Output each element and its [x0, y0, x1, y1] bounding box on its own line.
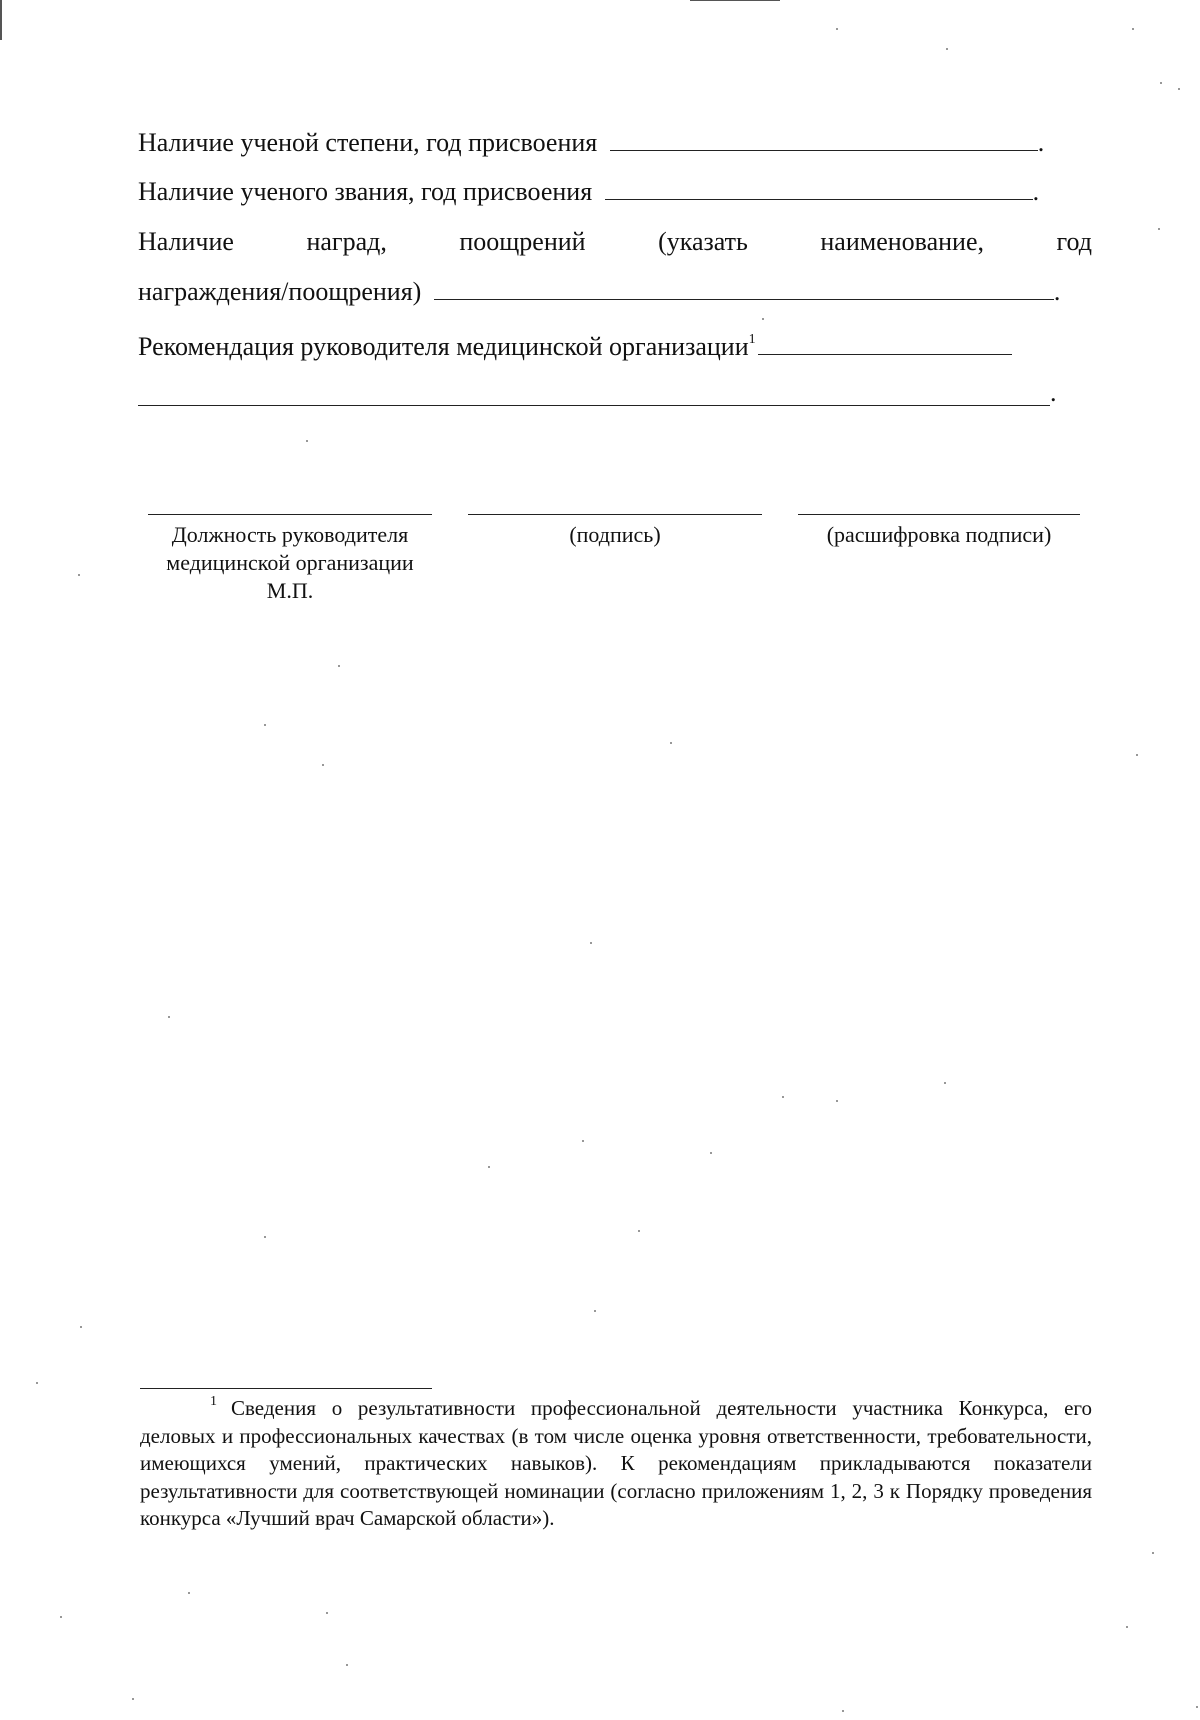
scan-speck — [1152, 1552, 1154, 1554]
scan-speck — [944, 1082, 946, 1084]
recommendation-label: Рекомендация руководителя медицинской организации — [138, 332, 749, 361]
scan-speck — [1136, 754, 1138, 756]
awards-word: год — [1056, 227, 1092, 256]
scan-speck — [1196, 1706, 1198, 1708]
title-row — [138, 177, 1039, 207]
degree-label: Наличие ученой степени, год присвоения — [138, 128, 598, 157]
position-label-line2: медицинской организации — [166, 550, 414, 575]
signature-caption: (подпись) — [569, 522, 661, 547]
scan-speck — [264, 724, 266, 726]
scan-edge-mark — [690, 0, 780, 1]
signature-line[interactable] — [468, 514, 762, 515]
title-label: Наличие ученого звания, год присвоения — [138, 177, 593, 206]
scan-speck — [132, 1698, 134, 1700]
degree-field[interactable] — [610, 128, 1038, 151]
scan-speck — [322, 764, 324, 766]
awards-word: поощрений — [459, 227, 586, 256]
scan-speck — [670, 742, 672, 744]
awards-word: наименование, — [820, 227, 984, 256]
title-field[interactable] — [605, 177, 1033, 200]
scan-speck — [1158, 228, 1160, 230]
position-label-line1: Должность руководителя — [171, 522, 409, 547]
position-signature-line[interactable] — [148, 514, 432, 515]
scan-speck — [590, 942, 592, 944]
awards-period: . — [1053, 277, 1061, 306]
decoding-caption: (расшифровка подписи) — [826, 522, 1052, 547]
scan-speck — [638, 1230, 640, 1232]
scan-edge-mark — [0, 0, 2, 40]
awards-line2-label: награждения/поощрения) — [138, 277, 422, 306]
scan-speck — [188, 1592, 190, 1594]
scan-speck — [710, 1152, 712, 1154]
scan-speck — [836, 1100, 838, 1102]
scan-speck — [1160, 82, 1162, 84]
scan-speck — [168, 1016, 170, 1018]
scan-speck — [1178, 88, 1180, 90]
footnote-ref: 1 — [748, 332, 756, 347]
recommendation-row — [138, 325, 1012, 362]
scan-speck — [582, 1140, 584, 1142]
scan-speck — [594, 1310, 596, 1312]
recommendation-end-period: . — [1050, 378, 1057, 407]
footnote-text: Сведения о результативности профессиональной деятельности участника Конкурса, его деловых и профессиональных качествах (в том числе оценка уровня ответственности, требовательности, имеющихся умений, практических навыков). К рекомендациям прикладываются показатели результативности для соответствующей номинации (согласно приложениям 1, 2, 3 к Порядку проведения конкурса «Лучший врач Самарской области»). — [140, 1396, 1092, 1530]
scan-speck — [36, 1382, 38, 1384]
scan-speck — [60, 1616, 62, 1618]
degree-row — [138, 128, 1044, 158]
scan-speck — [782, 1096, 784, 1098]
awards-word: (указать — [658, 227, 748, 256]
awards-row — [138, 227, 1092, 257]
scan-speck — [326, 1612, 328, 1614]
position-label — [140, 521, 440, 605]
scan-speck — [1126, 1626, 1128, 1628]
scan-speck — [842, 1710, 844, 1712]
footnote-number: 1 — [210, 1394, 217, 1409]
scan-speck — [488, 1166, 490, 1168]
scan-speck — [836, 28, 838, 30]
scan-speck — [338, 665, 340, 667]
stamp-label: М.П. — [266, 578, 314, 603]
scan-speck — [946, 48, 948, 50]
degree-period: . — [1037, 128, 1045, 157]
scan-speck — [762, 318, 764, 320]
awards-word: наград, — [306, 227, 387, 256]
scan-speck — [346, 1664, 348, 1666]
awards-word: Наличие — [138, 227, 234, 256]
awards-field[interactable] — [434, 277, 1054, 300]
scan-speck — [306, 440, 308, 442]
title-period: . — [1032, 177, 1040, 206]
recommendation-field[interactable] — [758, 332, 1012, 355]
awards-continuation-row — [138, 277, 1060, 307]
scan-speck — [80, 1326, 82, 1328]
recommendation-continuation-line[interactable] — [138, 405, 1050, 406]
footnote — [140, 1388, 1092, 1533]
scan-speck — [78, 574, 80, 576]
scan-speck — [1132, 28, 1134, 30]
decoding-signature-line[interactable] — [798, 514, 1080, 515]
scan-speck — [264, 1236, 266, 1238]
